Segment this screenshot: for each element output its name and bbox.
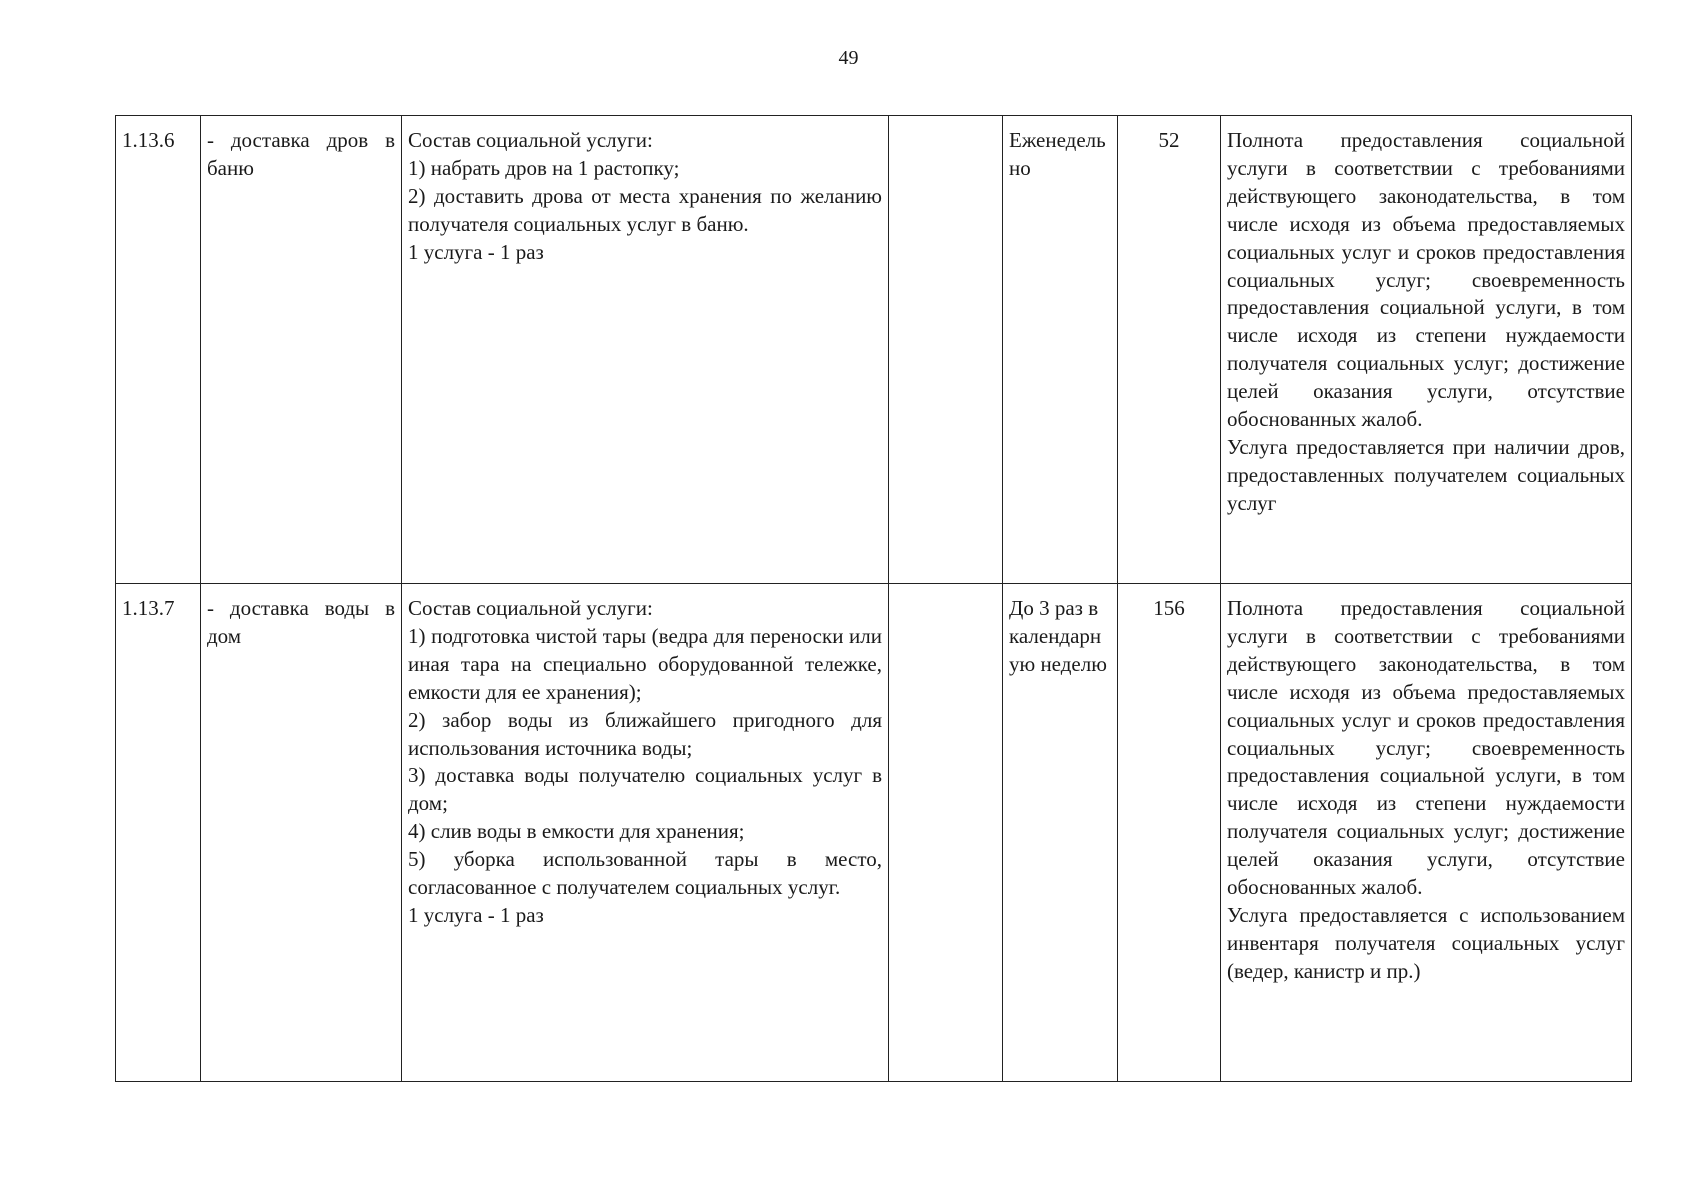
table-row bbox=[116, 584, 1632, 1082]
service-name: - доставка воды в дом bbox=[201, 584, 402, 1082]
service-quality: Полнота предоставления социальной услуги в соответствии с требованиями действующего законодательства, в том числе исходя из объема предоставляемых социальных услуг и сроков предоставления социальных услуг; своевременность предоставления социальной услуги, в том числе исходя из степени нуждаемости получателя социальных услуг; достижение целей оказания услуги, отсутствие обоснованных жалоб. Услуга предоставляется с использованием инвентаря получателя социальных услуг (ведер, канистр и пр.) bbox=[1221, 584, 1632, 1082]
service-count: 52 bbox=[1118, 116, 1221, 584]
service-count: 156 bbox=[1118, 584, 1221, 1082]
service-quality: Полнота предоставления социальной услуги в соответствии с требованиями действующего законодательства, в том числе исходя из объема предоставляемых социальных услуг и сроков предоставления социальных услуг; своевременность предоставления социальной услуги, в том числе исходя из степени нуждаемости получателя социальных услуг; достижение целей оказания услуги, отсутствие обоснованных жалоб. Услуга предоставляется при наличии дров, предоставленных получателем социальных услуг bbox=[1221, 116, 1632, 584]
service-code: 1.13.6 bbox=[116, 116, 201, 584]
service-frequency: До 3 раз в календарную неделю bbox=[1003, 584, 1118, 1082]
service-frequency: Еженедельно bbox=[1003, 116, 1118, 584]
service-name: - доставка дров в баню bbox=[201, 116, 402, 584]
empty-cell bbox=[889, 116, 1003, 584]
empty-cell bbox=[889, 584, 1003, 1082]
services-table bbox=[115, 115, 1632, 1082]
service-description: Состав социальной услуги: 1) подготовка чистой тары (ведра для переноски или иная тара на специально оборудованной тележке, емкости для ее хранения); 2) забор воды из ближайшего пригодного для использования источника воды; 3) доставка воды получателю социальных услуг в дом; 4) слив воды в емкости для хранения; 5) уборка использованной тары в место, согласованное с получателем социальных услуг. 1 услуга - 1 раз bbox=[402, 584, 889, 1082]
service-code: 1.13.7 bbox=[116, 584, 201, 1082]
table-row bbox=[116, 116, 1632, 584]
page-number: 49 bbox=[838, 47, 859, 69]
service-description: Состав социальной услуги: 1) набрать дров на 1 растопку; 2) доставить дрова от места хранения по желанию получателя социальных услуг в баню. 1 услуга - 1 раз bbox=[402, 116, 889, 584]
